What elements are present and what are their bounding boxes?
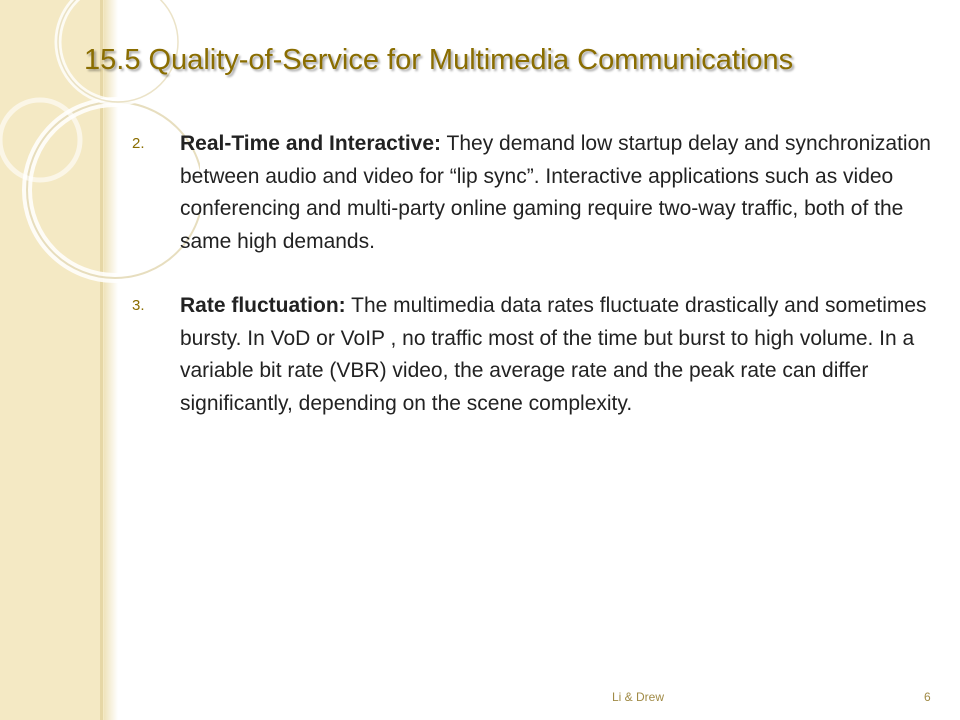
- slide-title: 15.5 Quality-of-Service for Multimedia Communications: [84, 44, 794, 76]
- item-text: The multimedia data rates fluctuate drastically and sometimes bursty. In VoD or VoIP , no traffic most of the time but burst to high volume. In a variable bit rate (VBR) video, the average rate and the peak rate can differ significantly, depending on the scene complexity.: [180, 294, 927, 415]
- item-term: Real-Time and Interactive:: [180, 132, 442, 155]
- list-item: [132, 290, 932, 420]
- page-number: 6: [924, 690, 931, 704]
- item-number: 2.: [132, 135, 145, 152]
- content-list: [132, 128, 932, 420]
- item-term: Rate fluctuation:: [180, 294, 346, 317]
- list-item: [132, 128, 932, 258]
- item-number: 3.: [132, 297, 145, 314]
- footer-author: Li & Drew: [612, 690, 665, 704]
- item-text: They demand low startup delay and synchronization between audio and video for “lip sync”. Interactive applications such as video conferencing and multi-party online gaming require two-way traffic, both of the same high demands.: [180, 132, 931, 253]
